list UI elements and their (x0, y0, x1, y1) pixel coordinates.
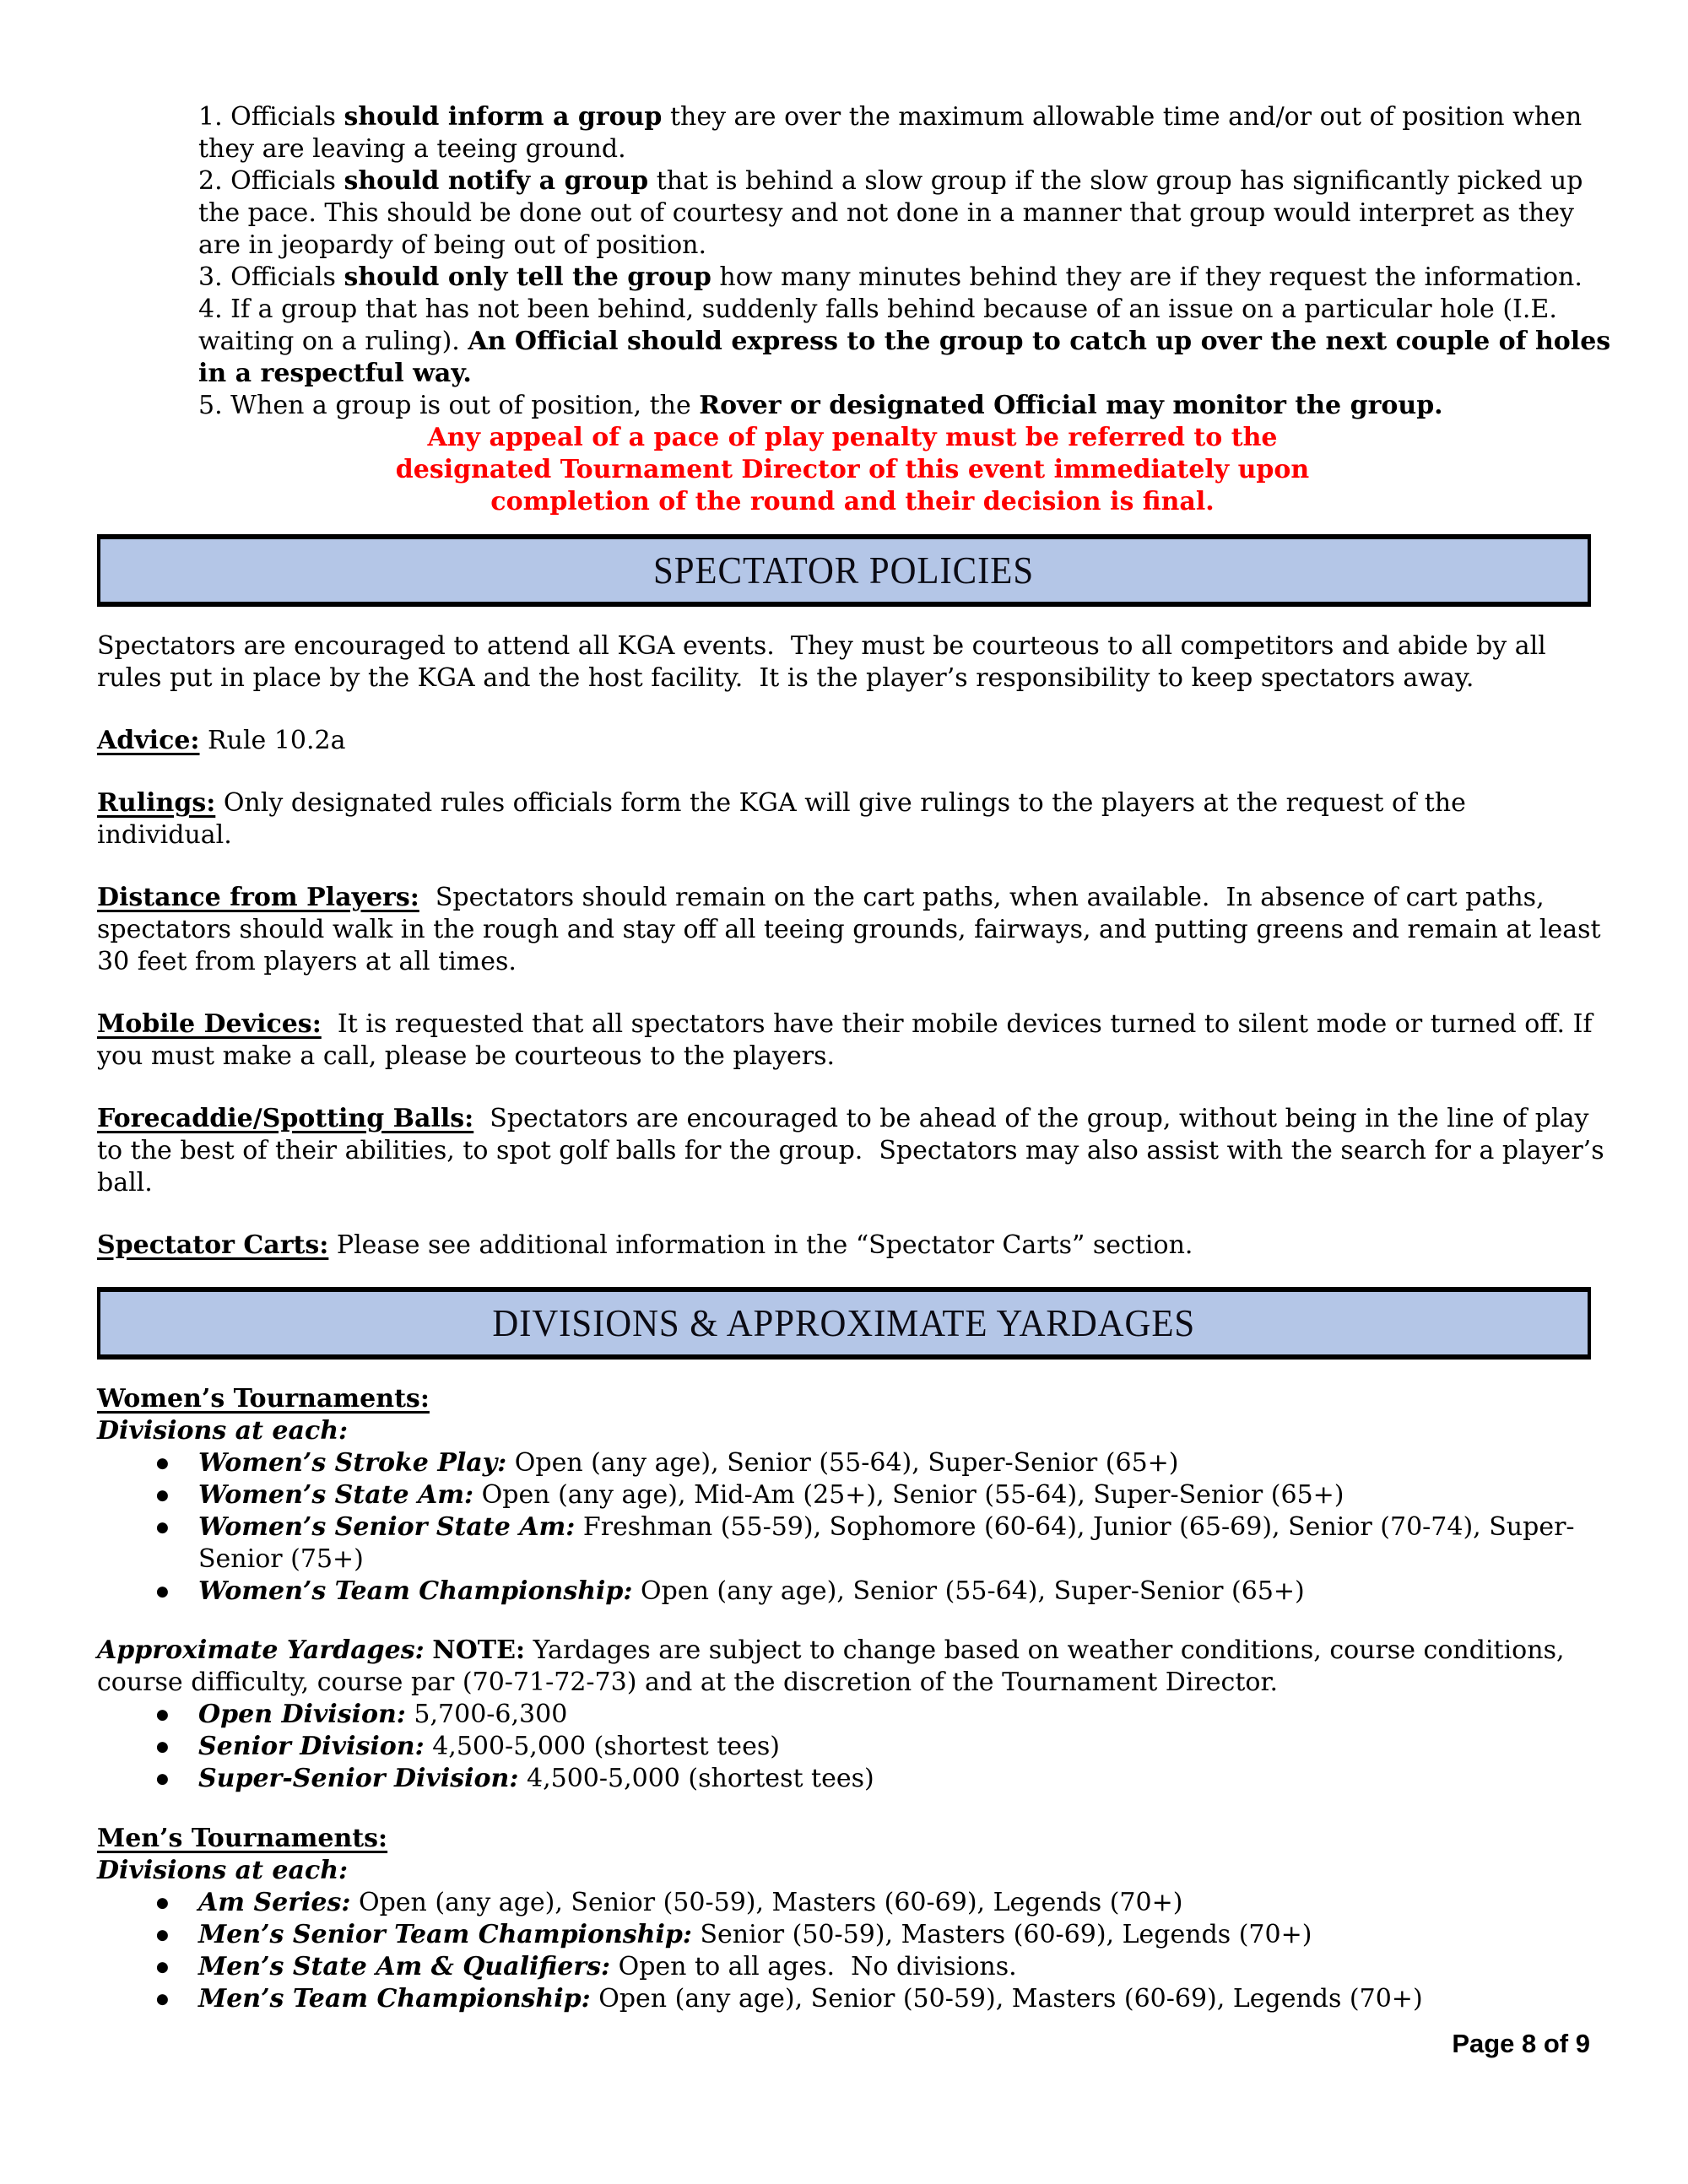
pace-item-5: 5. When a group is out of position, the Rover or designated Official may monitor the group. (198, 391, 1443, 420)
bullet-icon: ● (156, 1738, 169, 1755)
appeal-notice-line: completion of the round and their decision is final. (490, 487, 1215, 516)
rulings-label: Rulings: (97, 788, 216, 818)
pace-of-play-official-guidelines (198, 101, 1620, 422)
mobile-devices-label: Mobile Devices: (97, 1009, 322, 1039)
distance-from-players-label: Distance from Players: (97, 883, 419, 912)
spectator-intro-paragraph: Spectators are encouraged to attend all KGA events. They must be courteous to all competitors and abide by all rules put in place by the KGA and the host facility. It is the player’s responsibility to keep spectators away. (97, 631, 1555, 693)
bullet-icon: ● (156, 1519, 169, 1536)
rulings-paragraph (97, 787, 1608, 851)
pace-item-2: 2. Officials should notify a group that is behind a slow group if the slow group has significantly picked up the pace. This should be done out of courtesy and not done in a manner that group would interpret as they are in jeopardy of being out of position. (198, 166, 1591, 260)
womens-divisions-list (156, 1447, 1608, 1608)
list-item (156, 1951, 1608, 1983)
list-item (156, 1919, 1608, 1951)
list-item (156, 1983, 1608, 2015)
forecaddie-label: Forecaddie/Spotting Balls: (97, 1104, 474, 1133)
bullet-icon: ● (156, 1770, 169, 1787)
distance-from-players-text: Spectators should remain on the cart paths, when available. In absence of cart paths, spectators should walk in the rough and stay off all teeing grounds, fairways, and putting greens and remain at least 30 feet from players at all times. (97, 883, 1610, 976)
list-item (156, 1731, 1608, 1763)
list-item (156, 1699, 1608, 1731)
appeal-notice-line: Any appeal of a pace of play penalty must be referred to the (427, 423, 1278, 452)
mens-team-championship-item: Men’s Team Championship: Open (any age), Senior (50-59), Masters (60-69), Legends (70+) (198, 1984, 1423, 2014)
womens-team-championship-item: Women’s Team Championship: Open (any age), Senior (55-64), Super-Senior (65+) (198, 1576, 1305, 1606)
bullet-icon: ● (156, 1927, 169, 1943)
mens-divisions-subheader: Divisions at each: (97, 1856, 349, 1885)
bullet-icon: ● (156, 1991, 169, 2008)
bullet-icon: ● (156, 1583, 169, 1600)
bullet-icon: ● (156, 1959, 169, 1976)
list-item (156, 1511, 1608, 1576)
pace-item-1: 1. Officials should inform a group they are over the maximum allowable time and/or out of position when they are leaving a teeing ground. (198, 102, 1590, 164)
advice-label: Advice: (97, 726, 200, 755)
pace-item-4: 4. If a group that has not been behind, suddenly falls behind because of an issue on a particular hole (I.E. waiting on a ruling). An Official should express to the group to catch up over the next couple of holes in a respectful way. (198, 295, 1620, 388)
distance-from-players-paragraph (97, 882, 1608, 978)
yardages-list (156, 1699, 1608, 1795)
mobile-devices-paragraph (97, 1008, 1608, 1073)
mens-state-am-qualifiers-item: Men’s State Am & Qualifiers: Open to all ages. No divisions. (198, 1952, 1017, 1981)
bullet-icon: ● (156, 1895, 169, 1911)
list-item (156, 1576, 1608, 1608)
mobile-devices-text: It is requested that all spectators have their mobile devices turned to silent mode or turned off. If you must make a call, please be courteous to the players. (97, 1009, 1601, 1071)
bullet-icon: ● (156, 1487, 169, 1504)
womens-state-am-item: Women’s State Am: Open (any age), Mid-Am (25+), Senior (55-64), Super-Senior (65+) (198, 1480, 1344, 1510)
womens-tournaments-header: Women’s Tournaments: (97, 1384, 430, 1414)
open-division-item: Open Division: 5,700-6,300 (198, 1700, 568, 1729)
advice-paragraph (97, 725, 1608, 757)
list-item (156, 1763, 1608, 1795)
section-banner-spectator-policies (97, 534, 1591, 607)
section-banner-divisions-yardages (97, 1287, 1591, 1360)
list-item (156, 1887, 1608, 1919)
pace-item-3: 3. Officials should only tell the group how many minutes behind they are if they request the information. (198, 262, 1582, 292)
list-item (156, 1479, 1608, 1511)
bullet-icon: ● (156, 1455, 169, 1472)
list-item (156, 1447, 1608, 1479)
mens-divisions-list (156, 1887, 1608, 2015)
spectator-carts-text: Please see additional information in the “Spectator Carts” section. (328, 1230, 1193, 1260)
forecaddie-paragraph (97, 1103, 1613, 1199)
section-banner-title: SPECTATOR POLICIES (653, 549, 1035, 592)
womens-stroke-play-item: Women’s Stroke Play: Open (any age), Senior (55-64), Super-Senior (65+) (198, 1448, 1179, 1478)
bullet-icon: ● (156, 1706, 169, 1723)
am-series-item: Am Series: Open (any age), Senior (50-59), Masters (60-69), Legends (70+) (198, 1888, 1183, 1917)
mens-tournaments-header: Men’s Tournaments: (97, 1824, 388, 1853)
rulings-text: Only designated rules officials form the KGA will give rulings to the players at the request of the individual. (97, 788, 1474, 850)
spectator-carts-paragraph (97, 1230, 1608, 1262)
appeal-notice (97, 422, 1608, 518)
forecaddie-text: Spectators are encouraged to be ahead of the group, without being in the line of play to the best of their abilities, to spot golf balls for the group. Spectators may also assist with the search for a player’s ball. (97, 1104, 1613, 1197)
womens-divisions-subheader: Divisions at each: (97, 1416, 349, 1446)
appeal-notice-line: designated Tournament Director of this event immediately upon (395, 455, 1310, 484)
approximate-yardages-note: Approximate Yardages: NOTE: Yardages are subject to change based on weather conditions, course conditions, course difficulty, course par (70-71-72-73) and at the discretion of the Tournament Director. (97, 1635, 1573, 1697)
mens-senior-team-championship-item: Men’s Senior Team Championship: Senior (50-59), Masters (60-69), Legends (70+) (198, 1920, 1312, 1949)
senior-division-item: Senior Division: 4,500-5,000 (shortest tees) (198, 1732, 780, 1761)
advice-text: Rule 10.2a (199, 726, 346, 755)
section-banner-title: DIVISIONS & APPROXIMATE YARDAGES (492, 1301, 1196, 1344)
womens-senior-state-am-item: Women’s Senior State Am: Freshman (55-59), Sophomore (60-64), Junior (65-69), Senior (70-74), Super-Senior (75+) (198, 1512, 1575, 1574)
spectator-carts-label: Spectator Carts: (97, 1230, 329, 1260)
super-senior-division-item: Super-Senior Division: 4,500-5,000 (shortest tees) (198, 1764, 874, 1793)
page-number: Page 8 of 9 (1452, 2029, 1590, 2058)
